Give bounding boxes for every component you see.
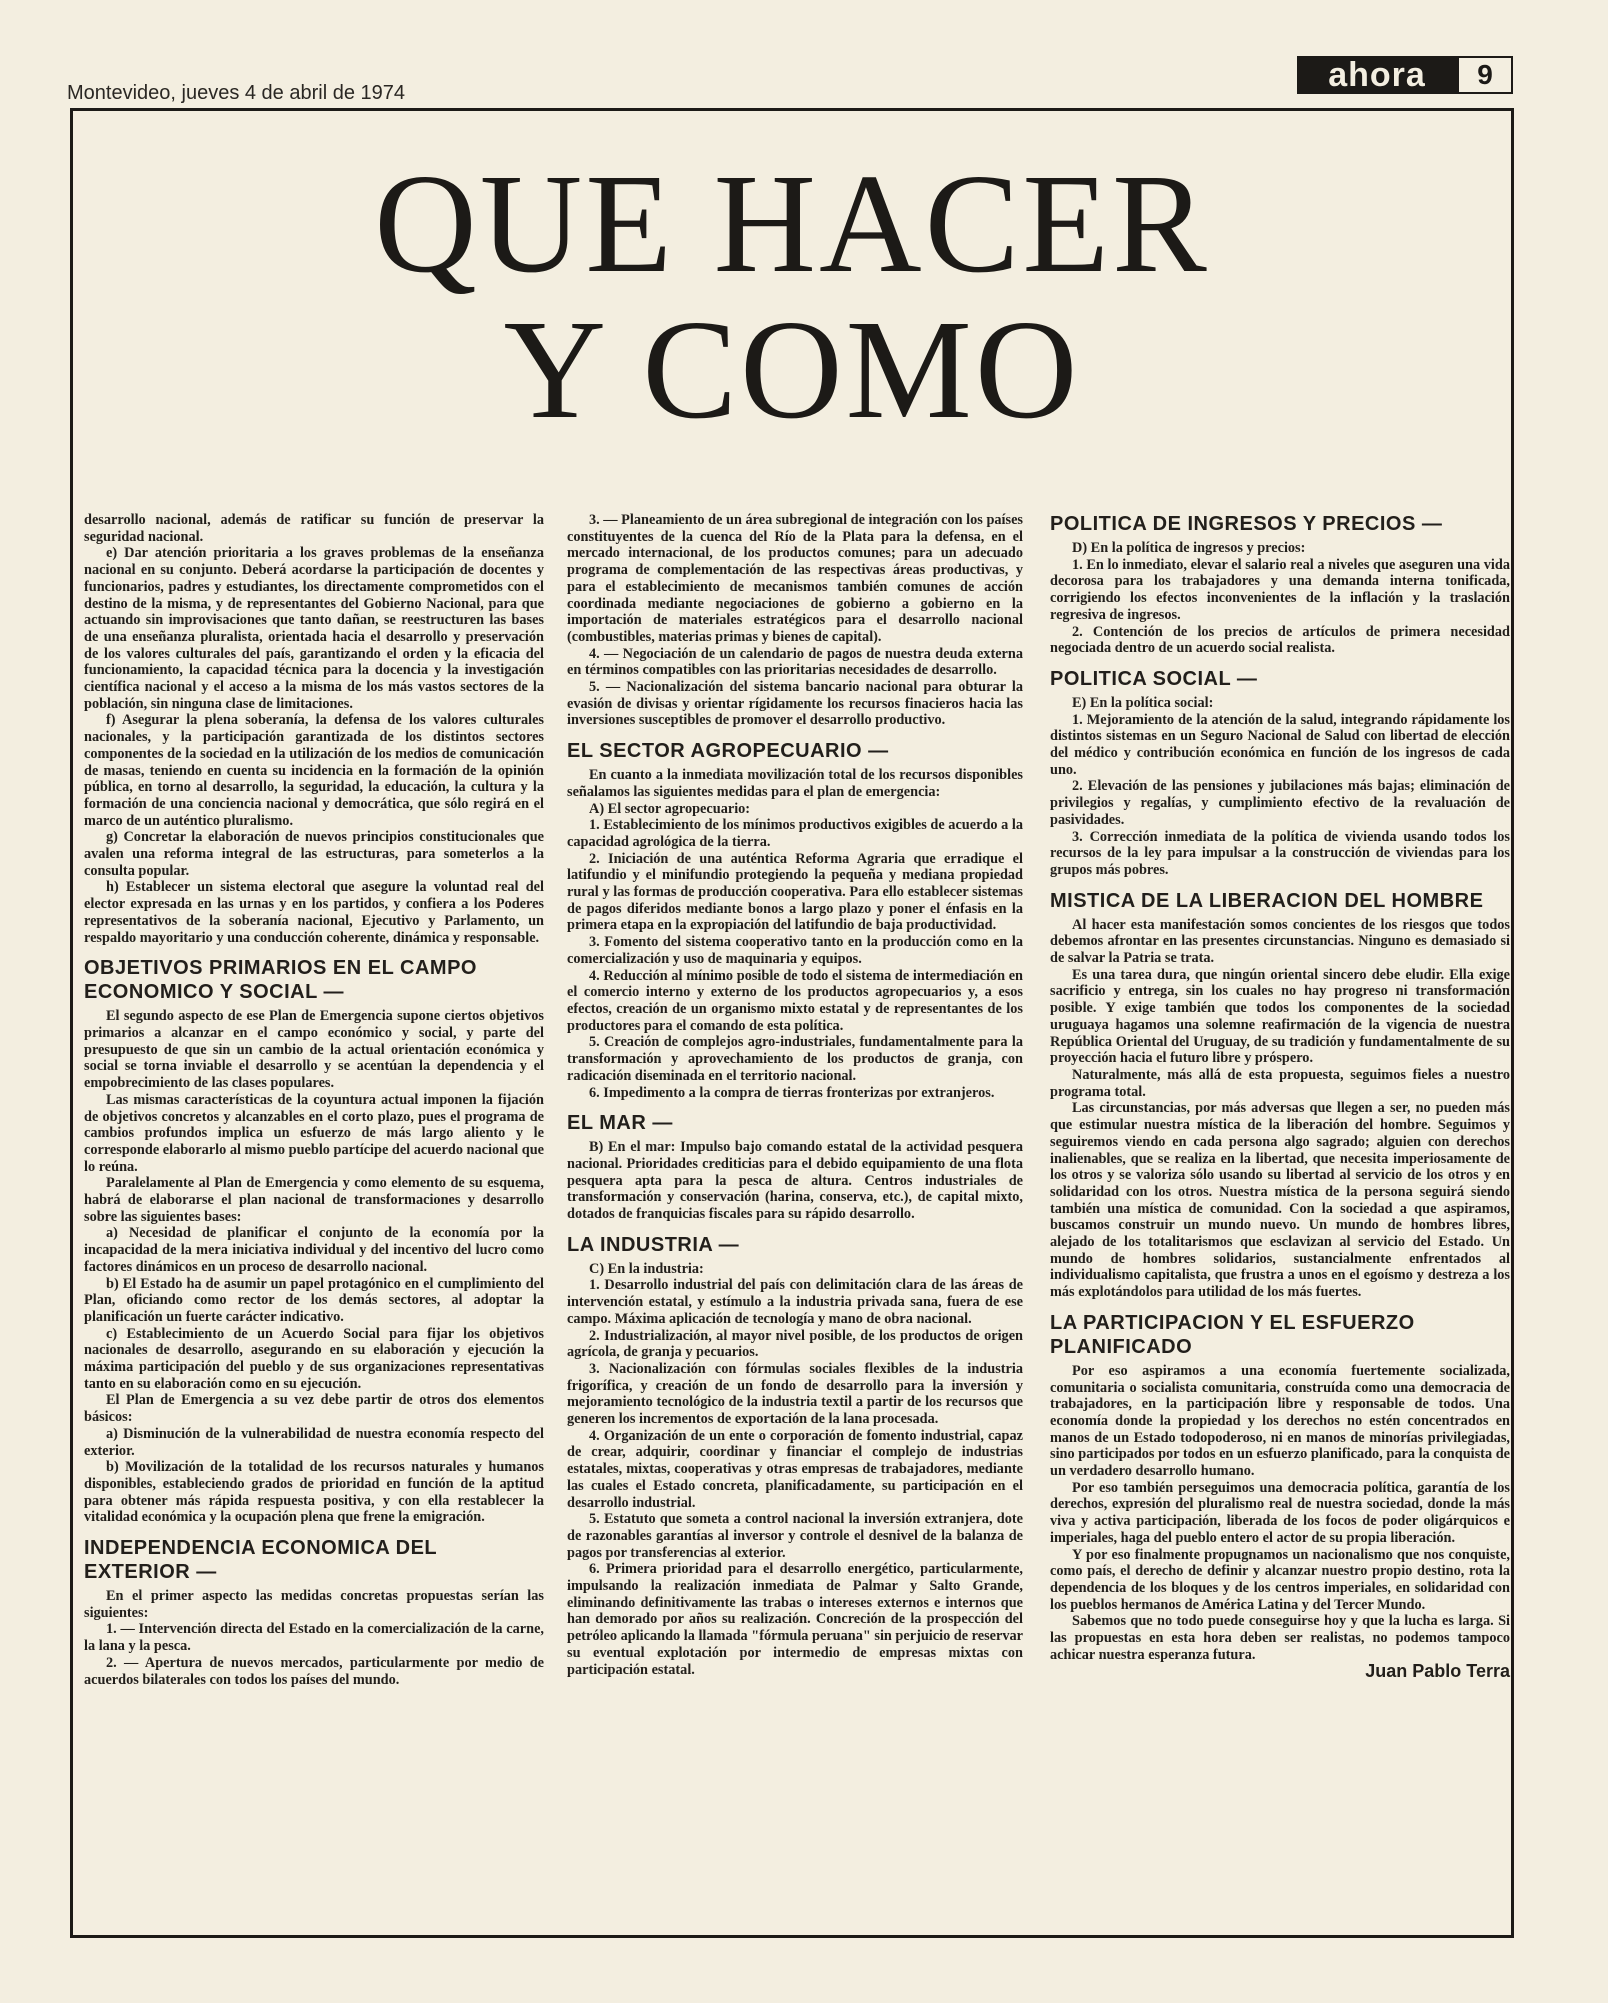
- paragraph: g) Concretar la elaboración de nuevos principios constitucionales que avalen una reforma integral de las estructuras, para someterlos a la consulta popular.: [84, 829, 544, 879]
- paragraph: 3. Nacionalización con fórmulas sociales flexibles de la industria frigorífica, y creación de un fondo de desarrollo para la inversión y mejoramiento tecnológico de la industria textil a partir de los recursos que generen los incrementos de exportación de la lana procesada.: [567, 1360, 1023, 1428]
- section-heading: POLITICA SOCIAL —: [1050, 667, 1258, 690]
- paragraph: En el primer aspecto las medidas concretas propuestas serían las siguientes:: [84, 1588, 544, 1621]
- section-heading: MISTICA DE LA LIBERACION DEL HOMBRE: [1050, 889, 1484, 912]
- paragraph: e) Dar atención prioritaria a los graves problemas de la enseñanza nacional en su conjunto. Deberá acordarse la participación de docentes y funcionarios, padres y estudiantes, los directamente comprometidos con el destino de la misma, y de representantes del Gobierno Nacional, para que actuando sin improvisaciones que tanto dañan, se reestructuren las bases de una enseñanza pluralista, orientada hacia el desarrollo y preservación de los valores culturales del país, garantizando el orden y la eficacia del funcionamiento, la capacidad técnica para la docencia y la investigación científica nacional y el acceso a la misma de los más vastos sectores de la población, sin ninguna clase de limitaciones.: [84, 545, 544, 712]
- paragraph: Por eso también perseguimos una democracia política, garantía de los derechos, expresión del pluralismo real de nuestra sociedad, donde la más viva y activa participación, liberada de los focos de poder oligárquicos e imperiales, haga del pueblo entero el actor de su propia liberación.: [1050, 1479, 1510, 1546]
- masthead: [1297, 56, 1513, 94]
- paragraph: A) El sector agropecuario:: [589, 800, 751, 817]
- paragraph: Las mismas características de la coyuntura actual imponen la fijación de objetivos concretos y alcanzables en el corto plazo, pues el programa de cambios profundos implica un esfuerzo de más largo aliento y le corresponde elaborarlo al mismo pueblo partícipe del acuerdo nacional que lo reúna.: [84, 1091, 545, 1175]
- paragraph: f) Asegurar la plena soberanía, la defensa de los valores culturales nacionales, y la participación garantizada de los distintos sectores componentes de la sociedad en la utilización de los medios de comunicación de masas, teniendo en cuenta su incidencia en la formación de la opinión pública, en torno al desarrollo, la seguridad, la educación, la cultura y la formación de una conciencia nacional y democrática, que sólo regirá en el marco de un auténtico pluralismo.: [84, 712, 544, 829]
- paragraph: 4. Reducción al mínimo posible de todo el sistema de intermediación en el comercio interno y externo de los productos agropecuarios y, a esos efectos, creación de un organismo mixto estatal y de representantes de los productores para el comando de esta política.: [567, 967, 1023, 1034]
- paragraph: 2. Elevación de las pensiones y jubilaciones más bajas; eliminación de privilegios y regalías, y cumplimiento efectivo de la revaluación de pasividades.: [1050, 778, 1510, 828]
- paragraph: 3. Fomento del sistema cooperativo tanto en la producción como en la comercialización y uso de maquinaria y equipos.: [567, 934, 1023, 967]
- paragraph: D) En la política de ingresos y precios:: [1072, 540, 1306, 556]
- headline-line-1: QUE HACER: [374, 144, 1210, 302]
- paragraph: 4. — Negociación de un calendario de pagos de nuestra deuda externa en términos compatibles con las prioritarias necesidades de desarrollo.: [567, 645, 1023, 679]
- paragraph: a) Necesidad de planificar el conjunto de la economía por la incapacidad de la mera iniciativa individual y del incentivo del lucro como factores dinámicos en un proceso de desarrollo nacional.: [84, 1225, 544, 1275]
- paragraph: c) Establecimiento de un Acuerdo Social para fijar los objetivos nacionales de desarrollo, asegurando en su elaboración y ejecución la máxima participación del pueblo y de sus organizaciones representativas tanto en su elaboración como en su ejecución.: [84, 1325, 544, 1392]
- paragraph: 3. Corrección inmediata de la política de vivienda usando todos los recursos de la ley para impulsar a la construcción de viviendas para los grupos más pobres.: [1050, 828, 1510, 878]
- paragraph: 1. Mejoramiento de la atención de la salud, integrando rápidamente los distintos sistemas en un Seguro Nacional de Salud con libertad de elección del médico y contribución económica en función de los ingresos de cada uno.: [1050, 711, 1510, 778]
- paragraph: Y por eso finalmente propugnamos un nacionalismo que nos conquiste, como país, el derecho de definir y alcanzar nuestro propio destino, rota la dependencia de los bloques y de los centros imperiales, en solidaridad con los pueblos hermanos de América Latina y del Tercer Mundo.: [1050, 1546, 1510, 1613]
- paragraph: h) Establecer un sistema electoral que asegure la voluntad real del elector expresada en las urnas y en los partidos, y confiera a los Poderes representativos de la soberanía nacional, Ejecutivo y Parlamento, un respaldo mayoritario y una conducción coherente, dinámica y responsable.: [84, 879, 544, 946]
- column-1: [84, 512, 544, 1688]
- section-heading: EL SECTOR AGROPECUARIO —: [567, 740, 889, 763]
- paragraph: 2. Contención de los precios de artículos de primera necesidad negociada dentro de un acuerdo social realista.: [1050, 623, 1510, 657]
- section-heading: EL MAR —: [567, 1112, 673, 1135]
- paragraph: 1. Desarrollo industrial del país con delimitación clara de las áreas de intervención estatal, y estímulo a la industria privada sana, fuera de ese campo. Máxima aplicación de tecnología y mano de obra nacional.: [567, 1277, 1023, 1327]
- paragraph: Al hacer esta manifestación somos concientes de los riesgos que todos debemos afrontar en las presentes circunstancias. Ninguno es demasiado si de salvar la Patria se trata.: [1050, 916, 1510, 967]
- paragraph: El Plan de Emergencia a su vez debe partir de otros dos elementos básicos:: [84, 1392, 544, 1426]
- paragraph: 2. Iniciación de una auténtica Reforma Agraria que erradique el latifundio y el minifundio protegiendo la pequeña y mediana propiedad rural y las formas de producción cooperativa. Para ello establecer sistemas de pagos diferidos mediante bonos a largo plazo y poner el énfasis en la primera etapa en la expropiación del latifundio de baja productividad.: [567, 850, 1023, 934]
- dateline: Montevideo, jueves 4 de abril de 1974: [67, 82, 406, 104]
- column-3: [1050, 512, 1510, 1680]
- paragraph: 5. — Nacionalización del sistema bancario nacional para obturar la evasión de divisas y orientar rígidamente los recursos finacieros hacia las inversiones susceptibles de promover el desarrollo productivo.: [567, 679, 1023, 729]
- paragraph: B) En el mar: Impulso bajo comando estatal de la actividad pesquera nacional. Prioridades crediticias para el debido equipamiento de una flota pesquera apta para la pesca de altura. Centros industriales de transformación y conservación (harina, conserva, etc.), de capital mixto, dotados de franquicias fiscales para su rápido desarrollo.: [567, 1139, 1023, 1223]
- paragraph: C) En la industria:: [589, 1260, 704, 1277]
- paragraph: 5. Estatuto que someta a control nacional la inversión extranjera, dote de razonables garantías al inversor y controle el desnivel de la balanza de pagos por transferencias al exterior.: [567, 1511, 1023, 1561]
- paragraph: 1. — Intervención directa del Estado en la comercialización de la carne, la lana y la pesca.: [84, 1621, 544, 1655]
- paragraph: 5. Creación de complejos agro-industriales, fundamentalmente para la transformación y aprovechamiento de los productos de granja, con radicación diseminada en el territorio nacional.: [567, 1034, 1023, 1084]
- page-number: 9: [1457, 56, 1513, 94]
- section-heading: POLITICA DE INGRESOS Y PRECIOS —: [1050, 513, 1443, 535]
- section-heading: LA INDUSTRIA —: [567, 1233, 740, 1256]
- author-signature: Juan Pablo Terra: [1365, 1661, 1510, 1682]
- paragraph: 6. Primera prioridad para el desarrollo energético, particularmente, impulsando la realización inmediata de Palmar y Salto Grande, eliminando definitivamente las trabas o intereses externos e internos que han demorado por años su realización. Concreción de la prospección del petróleo aplicando la llamada "fórmula peruana" sin perjuicio de reservar su eventual explotación por intermedio de empresas mixtas con participación estatal.: [567, 1561, 1024, 1678]
- paragraph: 6. Impedimento a la compra de tierras fronterizas por extranjeros.: [589, 1084, 995, 1101]
- paragraph: b) Movilización de la totalidad de los recursos naturales y humanos disponibles, estableciendo grados de prioridad en función de la aptitud para obtener más rápida respuesta positiva, y con ella restablecer la vitalidad económica y la ocupación plena que frene la emigración.: [84, 1459, 544, 1526]
- paragraph: 1. Establecimiento de los mínimos productivos exigibles de acuerdo a la capacidad agrológica de la tierra.: [567, 817, 1023, 850]
- paragraph: 1. En lo inmediato, elevar el salario real a niveles que aseguren una vida decorosa para los trabajadores y una demanda interna tonificada, corrigiendo los efectos inconvenientes de la inflación y la traslación regresiva de ingresos.: [1050, 556, 1510, 623]
- paragraph: Naturalmente, más allá de esta propuesta, seguimos fieles a nuestro programa total.: [1050, 1066, 1510, 1100]
- paragraph: E) En la política social:: [1072, 694, 1214, 711]
- section-heading: OBJETIVOS PRIMARIOS EN EL CAMPO ECONOMICO Y SOCIAL —: [84, 957, 477, 1004]
- headline: [70, 144, 1514, 448]
- paragraph: Las circunstancias, por más adversas que llegen a ser, no pueden más que estimular nuestra mística de la liberación del hombre. Seguimos y seguiremos viendo en cada persona algo sagrado; alguien con derechos inalienables, que se realiza en la libertad, que necesita imperiosamente de los otros y se valoriza sólo usando su libertad al servicio de los otros y en solidaridad con los otros. Nuestra mística de la persona seguirá siendo también una mística de comunidad. Con la sociedad a que aspiramos, buscamos construir un mundo nuevo. Un mundo de hombres libres, alejado de los totalitarismos que esclavizan al servicio del Estado. Un mundo de hombres solidarios, sustancialmente enfrentados al individualismo capitalista, que frustra a unos en el egoísmo y destreza a los más explotándolos para utilidad de los más fuertes.: [1050, 1100, 1510, 1301]
- paragraph: Paralelamente al Plan de Emergencia y como elemento de su esquema, habrá de elaborarse el plan nacional de transformaciones y desarrollo sobre las siguientes bases:: [84, 1175, 544, 1225]
- paragraph: desarrollo nacional, además de ratificar su función de preservar la seguridad nacional.: [84, 512, 544, 545]
- paragraph: 4. Organización de un ente o corporación de fomento industrial, capaz de crear, adquirir, coordinar y financiar el complejo de industrias estatales, mixtas, cooperativas y otras empresas de trabajadores, mediante las cuales el Estado concreta, planificadamente, su participación en el desarrollo industrial.: [567, 1427, 1023, 1511]
- paragraph: a) Disminución de la vulnerabilidad de nuestra economía respecto del exterior.: [84, 1425, 544, 1459]
- paragraph: 3. — Planeamiento de un área subregional de integración con los países constituyentes de la cuenca del Río de la Plata para la defensa, en el mercado internacional, de los productos comunes; para un adecuado programa de complementación de las respectivas áreas productivas, y para el establecimiento de mecanismos también comunes de acción coordinada mediante negociaciones de gobierno a gobierno en la importación de materiales estratégicos para el desarrollo nacional (combustibles, materias primas y bienes de capital).: [567, 512, 1023, 645]
- paragraph: Sabemos que no todo puede conseguirse hoy y que la lucha es larga. Si las propuestas en esta hora deben ser realistas, no podemos tampoco achicar nuestra esperanza futura.: [1050, 1613, 1510, 1663]
- headline-line-2: Y COMO: [503, 290, 1081, 448]
- section-heading: INDEPENDENCIA ECONOMICA DEL EXTERIOR —: [84, 1537, 437, 1584]
- paragraph: El segundo aspecto de ese Plan de Emergencia supone ciertos objetivos primarios a alcanzar en el campo económico y social, y parte del presupuesto de que sin un cambio de la actual orientación económica y social se torna inviable el desarrollo y se acentúan la dependencia y el empobrecimiento de las clases populares.: [84, 1008, 544, 1092]
- paragraph: 2. Industrialización, al mayor nivel posible, de los productos de origen agrícola, de granja y pecuarios.: [567, 1327, 1023, 1361]
- paragraph: En cuanto a la inmediata movilización total de los recursos disponibles señalamos las siguientes medidas para el plan de emergencia:: [567, 767, 1023, 800]
- paragraph: Es una tarea dura, que ningún oriental sincero debe eludir. Ella exige sacrificio y entrega, sin los cuales no hay progreso ni transformación posible. Y exige también que todos los componentes de la sociedad uruguaya hagamos una solemne reafirmación de la vigencia de nuestra República Oriental del Uruguay, de su tradición y fundamentalmente de su proyección hacia el futuro libre y próspero.: [1050, 966, 1510, 1067]
- masthead-logo: ahora: [1297, 56, 1457, 94]
- paragraph: b) El Estado ha de asumir un papel protagónico en el cumplimiento del Plan, oficiando como rector de los demás sectores, al adoptar la planificación un fuerte carácter indicativo.: [84, 1275, 544, 1325]
- paragraph: 2. — Apertura de nuevos mercados, particularmente por medio de acuerdos bilaterales con todos los países del mundo.: [84, 1654, 544, 1688]
- section-heading: LA PARTICIPACION Y EL ESFUERZO PLANIFICADO: [1050, 1311, 1415, 1358]
- column-2: [567, 512, 1023, 1678]
- paragraph: Por eso aspiramos a una economía fuertemente socializada, comunitaria o socialista comunitaria, construída como una democracia de trabajadores, en la participación libre y responsable de todos. Una economía donde la propiedad y los derechos no estén concentrados en manos de un Estado todopoderoso, ni en manos de minorías privilegiadas, sino participados por todos en un esfuerzo planificado, para la conquista de un verdadero desarrollo humano.: [1050, 1362, 1510, 1480]
